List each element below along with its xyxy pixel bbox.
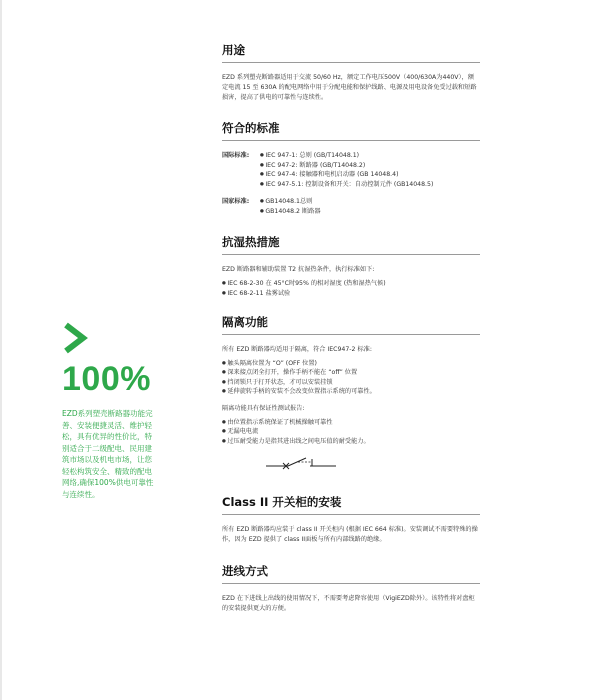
- section-usage: [222, 40, 480, 102]
- national-standards: [222, 197, 480, 216]
- section-isolation: [222, 312, 480, 478]
- page-edge: [0, 0, 2, 700]
- divider: [222, 334, 480, 335]
- list-item: ● 过压耐受能力是指其进出线之间电压值的耐受能力。: [222, 437, 480, 447]
- divider: [222, 514, 480, 515]
- list-item: ● IEC 68-2-30 在 45°C时95% 的相对湿度 (热和湿热气候): [222, 279, 480, 289]
- list-item: ● IEC 947-2: 断路器 (GB/T14048.2): [260, 161, 433, 171]
- section-body: EZD 断路器和辅助装置 T2 抗湿热条件，执行标准如下:: [222, 266, 375, 274]
- section-humidity: [222, 232, 480, 298]
- list-item: ● 由位置指示系统保证了机械操触可靠性: [222, 418, 480, 428]
- list-item: ● GB14048.1总则: [260, 197, 321, 207]
- list-item: ● 延伸旋转手柄的安装不会改变位置指示系统的可靠性。: [222, 387, 480, 397]
- section-wiring: [222, 561, 480, 614]
- main-content: [222, 40, 480, 617]
- section-heading: 符合的标准: [222, 121, 280, 136]
- isolator-switch-symbol-icon: [266, 456, 336, 470]
- divider: [222, 62, 480, 63]
- list-item: ● 触头隔离位置为 “O” (OFF 位置): [222, 359, 480, 369]
- section-body: 所有 EZD 断路器均应装于 class II 开关柜内 (根据 IEC 664 标准)。安装调试不需要特殊的操作，因为 EZD 提供了 class II面板与所有内部线路的绝缘。: [222, 526, 478, 544]
- section-class2: [222, 492, 480, 545]
- section-body-secondary: 隔离功能具有保证性测试报告:: [222, 404, 305, 412]
- section-heading: 隔离功能: [222, 315, 268, 330]
- section-standards: [222, 118, 480, 216]
- section-body: 所有 EZD 断路器均适用于隔离，符合 IEC947-2 标准:: [222, 346, 372, 354]
- section-heading: 用途: [222, 43, 245, 57]
- list-item: ● 深来接点闭全打开，操作手柄不能在 “off” 位置: [222, 368, 480, 378]
- sidebar-description: EZD系列塑壳断路器功能完善、安装便捷灵活、维护轻松，具有优异的性价比，特别适合于二级配电、民用建筑市场以及机电市场，让您轻松构筑安全、精致的配电网络,确保100%供电可靠性与连续性。: [62, 409, 154, 499]
- list-item: ● 无漏电电流: [222, 427, 480, 437]
- divider: [222, 254, 480, 255]
- divider: [222, 583, 480, 584]
- highlight-sidebar: [62, 322, 162, 500]
- section-heading: Class II 开关柜的安装: [222, 495, 342, 510]
- intl-standards: [222, 151, 480, 189]
- hundred-percent-figure: 100%: [62, 360, 151, 398]
- divider: [222, 140, 480, 141]
- section-body: EZD 在下进线上出线的使用情况下，不需要考虑降容使用（VigiEZD除外）。该特性将对盘柜的安装提供更大的方便。: [222, 594, 475, 612]
- section-body: EZD 系列塑壳断路器适用于交流 50/60 Hz，额定工作电压500V（400/630A为440V），额定电流 15 至 630A 的配电网络中用于分配电能和保护线路、电源及用电设备免受过载和短路损害，提高了供电的可靠性与连续性。: [222, 74, 477, 101]
- section-heading: 进线方式: [222, 563, 268, 578]
- list-item: ● IEC 947-4: 接触器和电机启动器 (GB 14048.4): [260, 170, 433, 180]
- list-item: ● IEC 947-5.1: 控制设备和开关：自动控制元件 (GB14048.5): [260, 180, 433, 190]
- list-item: ● IEC 68-2-11 盐雾试验: [222, 289, 480, 299]
- list-item: ● GB14048.2 断路器: [260, 207, 321, 217]
- chevron-right-icon: [62, 322, 88, 354]
- section-heading: 抗湿热措施: [222, 235, 280, 250]
- list-item: ● IEC 947-1: 总则 (GB/T14048.1): [260, 151, 433, 161]
- intl-standards-label: 国际标准:: [222, 152, 250, 160]
- national-standards-label: 国家标准:: [222, 198, 250, 206]
- list-item: ● 挡闭锁只于打开状态，才可以安装挂锁: [222, 378, 480, 388]
